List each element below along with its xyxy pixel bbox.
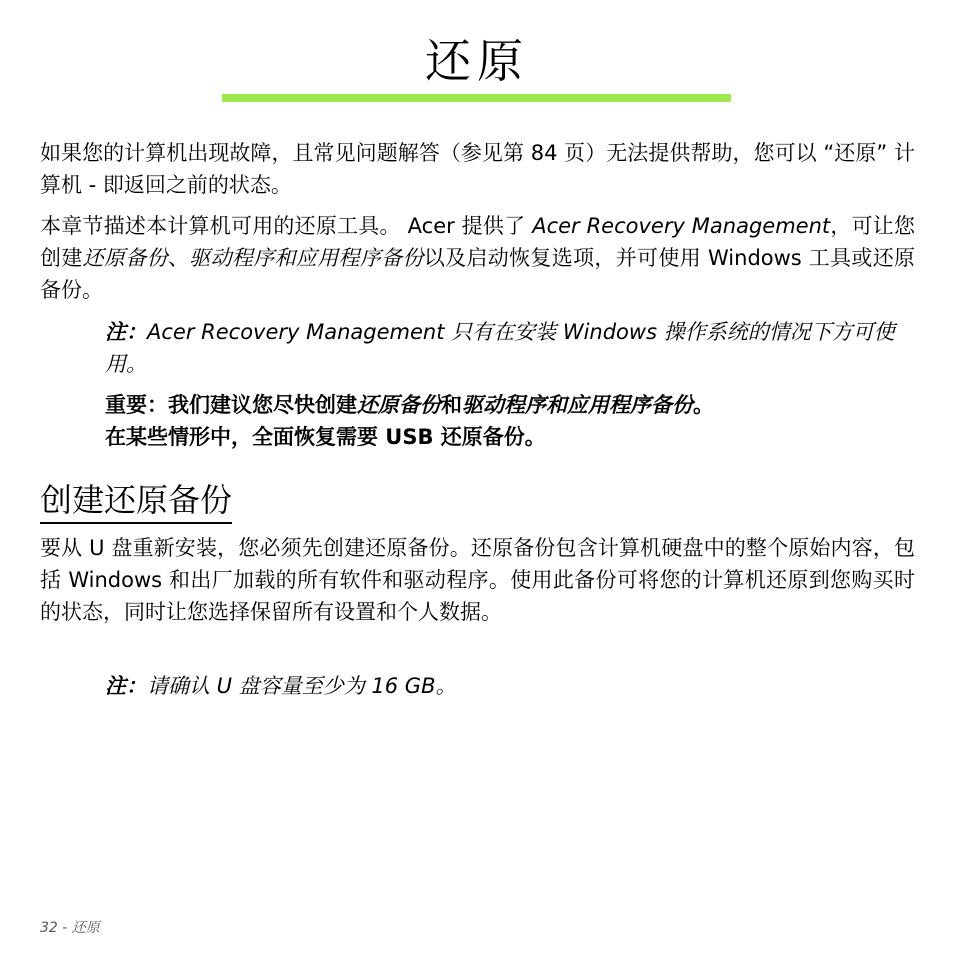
intro-text-e: 、 [167,246,190,270]
intro-text-c: ，可让您创建 [40,214,916,270]
note-usb-capacity [105,670,917,702]
note-recovery-management [105,316,917,380]
drivers-backup-term: 驱动程序和应用程序备份 [189,246,424,270]
intro-text-g: 以及启动恢复选项，并可使用 Windows 工具或还原备份。 [40,246,916,302]
recovery-backup-term: 还原备份 [82,246,168,270]
page-footer: 32 - 还原 [40,920,100,936]
important-label: 重要： [105,393,168,417]
important-text-f: 在某些情形中，全面恢复需要 USB 还原备份。 [105,425,546,449]
page-title: 还原 [425,34,529,88]
note-label: 注： [105,674,147,698]
section-heading: 创建还原备份 [40,478,232,524]
intro-paragraph-1: 如果您的计算机出现故障，且常见问题解答（参见第 84 页）无法提供帮助，您可以 “还原” 计算机 - 即返回之前的状态。 [40,141,915,197]
section-paragraph: 要从 U 盘重新安装，您必须先创建还原备份。还原备份包含计算机硬盘中的整个原始内容，包括 Windows 和出厂加载的所有软件和驱动程序。使用此备份可将您的计算机还原到您购买时的状态，同时让您选择保留所有设置和个人数据。 [40,536,915,624]
title-underline-rule [222,94,731,102]
note-label: 注： [105,320,147,344]
intro-text-a: 本章节描述本计算机可用的还原工具。 Acer 提供了 [40,214,533,238]
intro-paragraph-2 [40,210,915,306]
note-text: Acer Recovery Management 只有在安装 Windows 操作系统的情况下方可使用。 [105,320,895,376]
important-recovery-backup: 还原备份 [357,393,441,417]
important-notice [105,389,917,453]
important-text-c: 和 [441,393,462,417]
important-drivers-backup: 驱动程序和应用程序备份 [462,393,693,417]
product-name: Acer Recovery Management [532,214,831,238]
note-text: 请确认 U 盘容量至少为 16 GB。 [147,674,457,698]
important-text-e: 。 [693,393,714,417]
important-text-a: 我们建议您尽快创建 [168,393,357,417]
